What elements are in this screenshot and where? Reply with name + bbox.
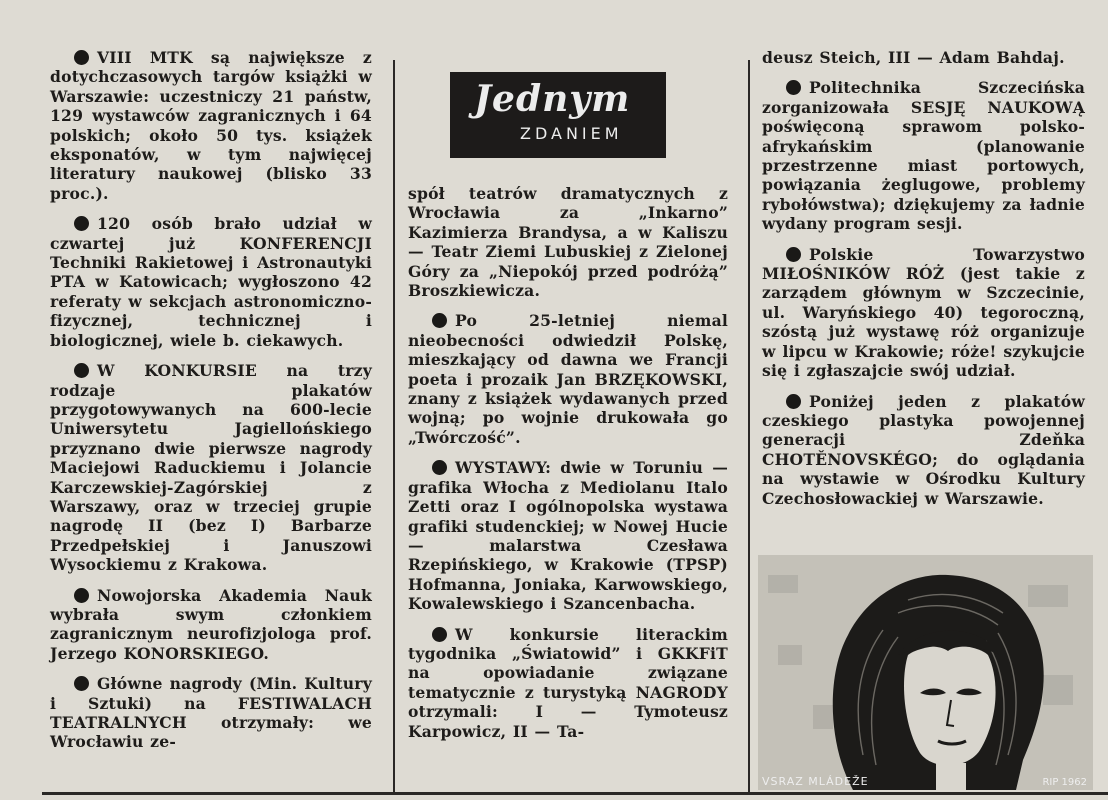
poster-illustration [758, 555, 1093, 790]
poster-signature: RIP 1962 [1042, 777, 1087, 788]
news-item: Politechnika Szczecińska zorganizowała SESJĘ NAUKOWĄ poświęconą sprawom polsko-afrykańskim (planowanie przestrzenne miast portowych, powiązania żeglugowe, problemy rybołówstwa); dziękujemy za ładnie wydany program sesji. [762, 78, 1085, 234]
bullet-icon [786, 247, 801, 262]
logo-line-2: ZDANIEM [520, 124, 623, 143]
news-item: Poniżej jeden z plakatów czeskiego plastyka powojennej generacji Zdeňka CHOTĚNOVSKÉGO; do oglądania na wystawie w Ośrodku Kultury Czechosłowackiej w Warszawie. [762, 391, 1085, 508]
bullet-icon [786, 394, 801, 409]
woman-portrait-image [758, 555, 1093, 790]
bullet-icon [74, 676, 89, 691]
bullet-icon [432, 313, 447, 328]
article-column-2 [408, 184, 728, 752]
article-column-3 [762, 48, 1085, 519]
column-divider [393, 60, 395, 792]
news-item: 120 osób brało udział w czwartej już KONFERENCJI Techniki Rakietowej i Astronautyki PTA w Katowicach; wygłoszono 42 referaty w sekcjach astronomiczno-fizycznej, technicznej i biologicznej, wiele b. ciekawych. [50, 214, 372, 350]
bullet-icon [74, 216, 89, 231]
news-item-continuation: spół teatrów dramatycznych z Wrocławia za „Inkarno” Kazimierza Brandysa, a w Kaliszu — Teatr Ziemi Lubuskiej z Zielonej Góry za „Niepokój przed podróżą” Broszkiewicza. [408, 184, 728, 301]
bottom-rule [42, 792, 1108, 795]
news-item: W KONKURSIE na trzy rodzaje plakatów przygotowywanych na 600-lecie Uniwersytetu Jagiellońskiego przyznano dwie pierwsze nagrody Maciejowi Raduckiemu i Jolancie Karczewskiej-Zagórskiej z Warszawy, oraz w trzeciej grupie nagrodę II (bez I) Barbarze Przedpełskiej i Januszowi Wysockiemu z Krakowa. [50, 361, 372, 575]
bullet-icon [786, 80, 801, 95]
news-item: Po 25-letniej niemal nieobecności odwiedził Polskę, mieszkający od dawna we Francji poeta i prozaik Jan BRZĘKOWSKI, znany z książek wydawanych przed wojną; po wojnie drukowała go „Twórczość”. [408, 311, 728, 447]
news-item: VIII MTK są największe z dotychczasowych targów książki w Warszawie: uczestniczy 21 państw, 129 wystawców zagranicznych i 64 polskich; około 50 tys. książek eksponatów, w tym najwięcej literatury naukowej (blisko 33 proc.). [50, 48, 372, 203]
bullet-icon [74, 588, 89, 603]
news-item: Główne nagrody (Min. Kultury i Sztuki) na FESTIWALACH TEATRALNYCH otrzymały: we Wrocławiu ze- [50, 674, 372, 752]
bullet-icon [432, 627, 447, 642]
logo-line-1: Jednym [474, 78, 631, 120]
column-divider [748, 60, 750, 792]
news-item: Nowojorska Akademia Nauk wybrała swym członkiem zagranicznym neurofizjologa prof. Jerzego KONORSKIEGO. [50, 585, 372, 663]
bullet-icon [74, 50, 89, 65]
news-item: WYSTAWY: dwie w Toruniu — grafika Włocha z Mediolanu Italo Zetti oraz I ogólnopolska wystawa grafiki studenckiej; w Nowej Hucie — malarstwa Czesława Rzepińskiego, w Krakowie (TPSP) Hofmanna, Joniaka, Karwowskiego, Kowalewskiego i Szancenbacha. [408, 458, 728, 614]
section-logo [450, 72, 666, 158]
news-item-continuation: deusz Steich, III — Adam Bahdaj. [762, 48, 1065, 67]
news-item: W konkursie literackim tygodnika „Światowid” i GKKFiT na opowiadanie związane tematycznie z turystyką NAGRODY otrzymali: I — Tymoteusz Karpowicz, II — Ta- [408, 624, 728, 741]
bullet-icon [74, 363, 89, 378]
poster-caption: VSRAZ MLÁDEŽE [762, 775, 869, 788]
bullet-icon [432, 460, 447, 475]
article-column-1 [50, 48, 372, 763]
news-item: Polskie Towarzystwo MIŁOŚNIKÓW RÓŻ (jest takie z zarządem głównym w Szczecinie, ul. Waryńskiego 40) tegoroczną, szóstą już wystawę róż organizuje w lipcu w Krakowie; róże! szykujcie się i zgłaszajcie swój udział. [762, 244, 1085, 381]
